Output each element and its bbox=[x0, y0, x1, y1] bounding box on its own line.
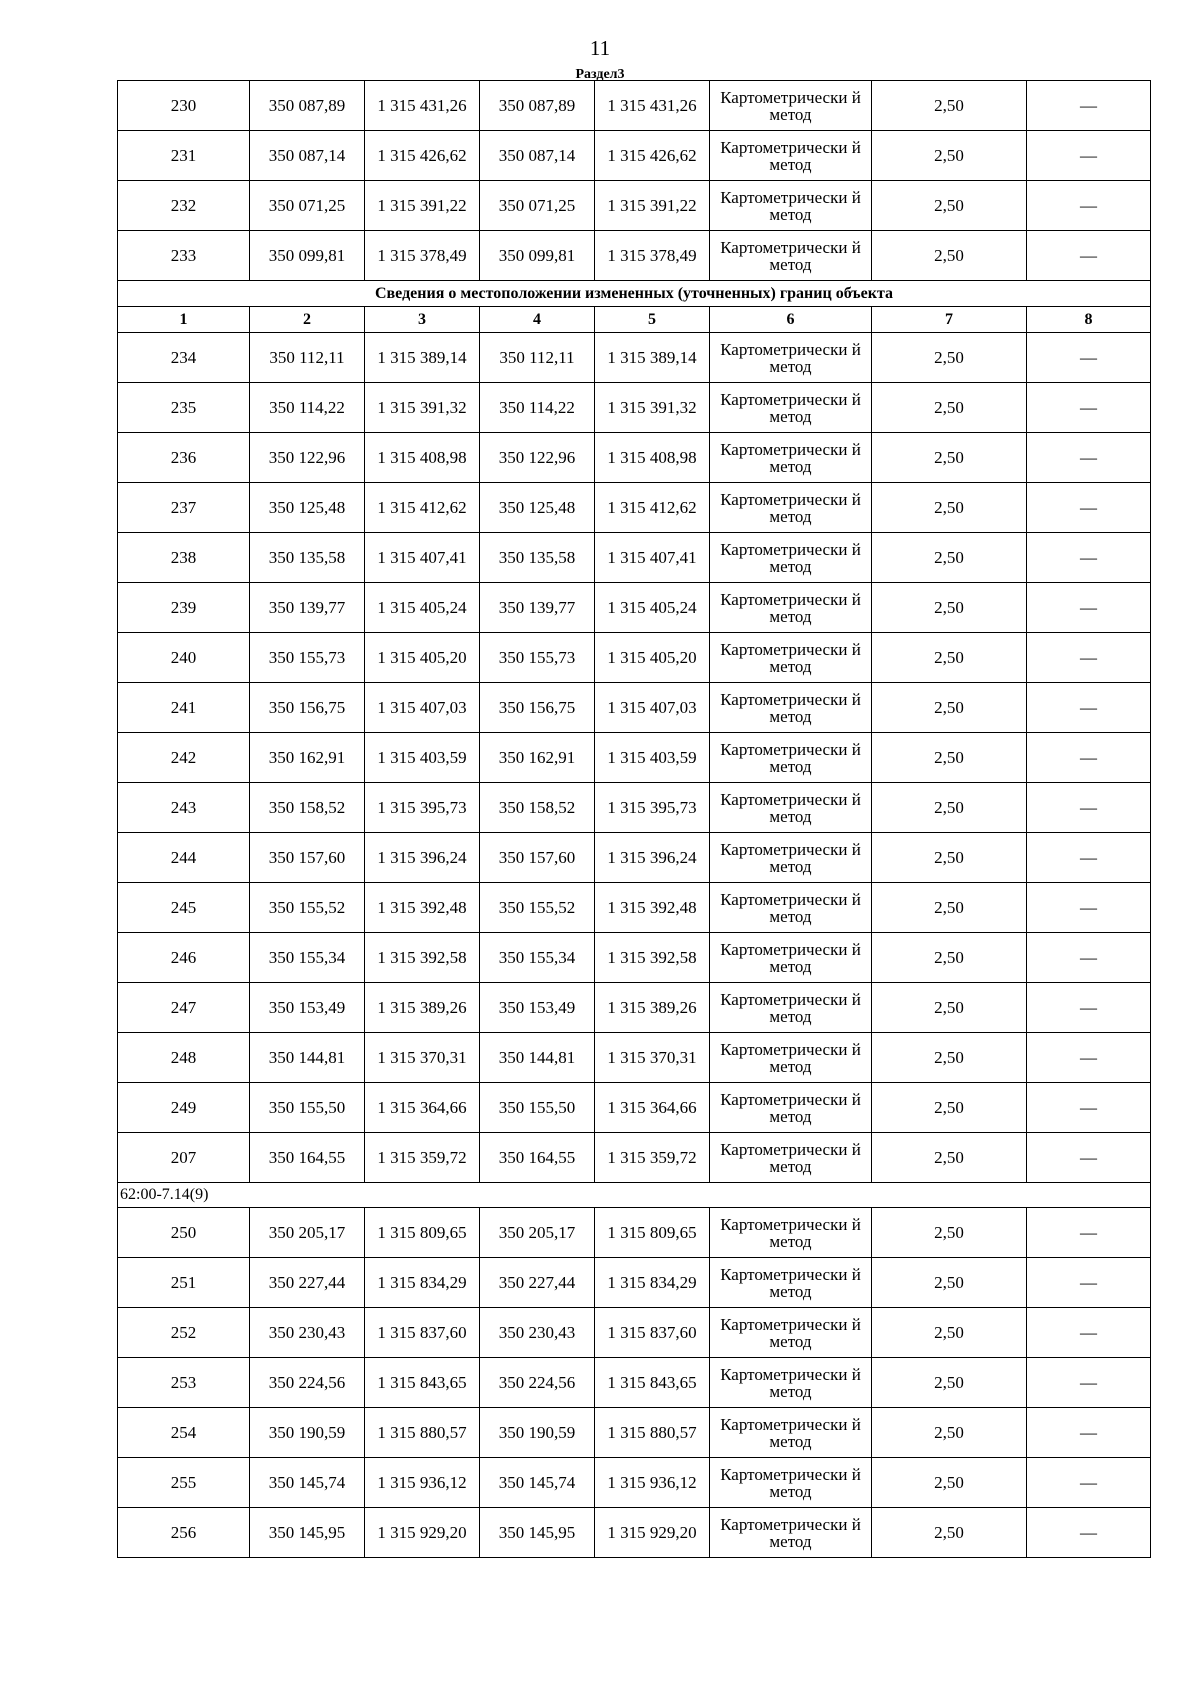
table-row bbox=[118, 633, 1151, 683]
table-row bbox=[118, 583, 1151, 633]
y-existing-cell: 1 315 407,03 bbox=[365, 683, 480, 733]
y-new-cell: 1 315 408,98 bbox=[595, 433, 710, 483]
table-row bbox=[118, 1308, 1151, 1358]
method-cell: Картометрически й метод bbox=[710, 633, 872, 683]
y-existing-cell: 1 315 843,65 bbox=[365, 1358, 480, 1408]
x-new-cell: 350 156,75 bbox=[480, 683, 595, 733]
y-new-cell: 1 315 405,24 bbox=[595, 583, 710, 633]
method-cell: Картометрически й метод bbox=[710, 883, 872, 933]
accuracy-cell: 2,50 bbox=[872, 1083, 1027, 1133]
note-cell: — bbox=[1027, 683, 1151, 733]
x-new-cell: 350 125,48 bbox=[480, 483, 595, 533]
y-new-cell: 1 315 391,32 bbox=[595, 383, 710, 433]
note-cell: — bbox=[1027, 983, 1151, 1033]
y-new-cell: 1 315 396,24 bbox=[595, 833, 710, 883]
x-existing-cell: 350 071,25 bbox=[250, 181, 365, 231]
y-existing-cell: 1 315 389,14 bbox=[365, 333, 480, 383]
point-number-cell: 246 bbox=[118, 933, 250, 983]
accuracy-cell: 2,50 bbox=[872, 1308, 1027, 1358]
y-new-cell: 1 315 364,66 bbox=[595, 1083, 710, 1133]
y-new-cell: 1 315 405,20 bbox=[595, 633, 710, 683]
table-row bbox=[118, 1033, 1151, 1083]
method-cell: Картометрически й метод bbox=[710, 533, 872, 583]
y-existing-cell: 1 315 929,20 bbox=[365, 1508, 480, 1558]
x-existing-cell: 350 087,14 bbox=[250, 131, 365, 181]
x-existing-cell: 350 230,43 bbox=[250, 1308, 365, 1358]
table-row bbox=[118, 733, 1151, 783]
y-existing-cell: 1 315 391,32 bbox=[365, 383, 480, 433]
y-existing-cell: 1 315 880,57 bbox=[365, 1408, 480, 1458]
method-cell: Картометрически й метод bbox=[710, 1308, 872, 1358]
accuracy-cell: 2,50 bbox=[872, 433, 1027, 483]
parcel-row bbox=[118, 1183, 1151, 1208]
note-cell: — bbox=[1027, 1033, 1151, 1083]
method-cell: Картометрически й метод bbox=[710, 683, 872, 733]
y-new-cell: 1 315 929,20 bbox=[595, 1508, 710, 1558]
y-existing-cell: 1 315 359,72 bbox=[365, 1133, 480, 1183]
x-existing-cell: 350 190,59 bbox=[250, 1408, 365, 1458]
method-cell: Картометрически й метод bbox=[710, 733, 872, 783]
y-new-cell: 1 315 843,65 bbox=[595, 1358, 710, 1408]
x-new-cell: 350 155,73 bbox=[480, 633, 595, 683]
method-cell: Картометрически й метод bbox=[710, 783, 872, 833]
note-cell: — bbox=[1027, 483, 1151, 533]
accuracy-cell: 2,50 bbox=[872, 1258, 1027, 1308]
method-cell: Картометрически й метод bbox=[710, 1083, 872, 1133]
y-existing-cell: 1 315 403,59 bbox=[365, 733, 480, 783]
method-cell: Картометрически й метод bbox=[710, 833, 872, 883]
method-cell: Картометрически й метод bbox=[710, 81, 872, 131]
x-existing-cell: 350 155,50 bbox=[250, 1083, 365, 1133]
x-new-cell: 350 144,81 bbox=[480, 1033, 595, 1083]
table-row bbox=[118, 1408, 1151, 1458]
column-number-cell: 7 bbox=[872, 307, 1027, 333]
table-row bbox=[118, 333, 1151, 383]
point-number-cell: 239 bbox=[118, 583, 250, 633]
table-row bbox=[118, 883, 1151, 933]
point-number-cell: 253 bbox=[118, 1358, 250, 1408]
method-cell: Картометрически й метод bbox=[710, 433, 872, 483]
column-number-cell: 5 bbox=[595, 307, 710, 333]
accuracy-cell: 2,50 bbox=[872, 1358, 1027, 1408]
point-number-cell: 234 bbox=[118, 333, 250, 383]
x-new-cell: 350 114,22 bbox=[480, 383, 595, 433]
point-number-cell: 255 bbox=[118, 1458, 250, 1508]
y-existing-cell: 1 315 809,65 bbox=[365, 1208, 480, 1258]
note-cell: — bbox=[1027, 433, 1151, 483]
y-existing-cell: 1 315 378,49 bbox=[365, 231, 480, 281]
x-new-cell: 350 155,34 bbox=[480, 933, 595, 983]
y-new-cell: 1 315 395,73 bbox=[595, 783, 710, 833]
y-new-cell: 1 315 431,26 bbox=[595, 81, 710, 131]
x-new-cell: 350 205,17 bbox=[480, 1208, 595, 1258]
y-existing-cell: 1 315 392,58 bbox=[365, 933, 480, 983]
accuracy-cell: 2,50 bbox=[872, 231, 1027, 281]
x-new-cell: 350 071,25 bbox=[480, 181, 595, 231]
method-cell: Картометрически й метод bbox=[710, 1208, 872, 1258]
x-existing-cell: 350 145,95 bbox=[250, 1508, 365, 1558]
y-existing-cell: 1 315 405,20 bbox=[365, 633, 480, 683]
point-number-cell: 254 bbox=[118, 1408, 250, 1458]
x-new-cell: 350 122,96 bbox=[480, 433, 595, 483]
accuracy-cell: 2,50 bbox=[872, 1033, 1027, 1083]
x-existing-cell: 350 125,48 bbox=[250, 483, 365, 533]
section-title: Раздел3 bbox=[575, 67, 625, 82]
x-new-cell: 350 224,56 bbox=[480, 1358, 595, 1408]
note-cell: — bbox=[1027, 1133, 1151, 1183]
accuracy-cell: 2,50 bbox=[872, 533, 1027, 583]
accuracy-cell: 2,50 bbox=[872, 783, 1027, 833]
y-new-cell: 1 315 412,62 bbox=[595, 483, 710, 533]
x-existing-cell: 350 205,17 bbox=[250, 1208, 365, 1258]
x-existing-cell: 350 153,49 bbox=[250, 983, 365, 1033]
point-number-cell: 243 bbox=[118, 783, 250, 833]
y-new-cell: 1 315 936,12 bbox=[595, 1458, 710, 1508]
y-new-cell: 1 315 407,41 bbox=[595, 533, 710, 583]
x-existing-cell: 350 224,56 bbox=[250, 1358, 365, 1408]
point-number-cell: 235 bbox=[118, 383, 250, 433]
x-new-cell: 350 190,59 bbox=[480, 1408, 595, 1458]
x-existing-cell: 350 227,44 bbox=[250, 1258, 365, 1308]
table-row bbox=[118, 1208, 1151, 1258]
y-new-cell: 1 315 426,62 bbox=[595, 131, 710, 181]
table-row bbox=[118, 783, 1151, 833]
point-number-cell: 248 bbox=[118, 1033, 250, 1083]
accuracy-cell: 2,50 bbox=[872, 933, 1027, 983]
column-number-cell: 6 bbox=[710, 307, 872, 333]
column-number-cell: 1 bbox=[118, 307, 250, 333]
table-row bbox=[118, 383, 1151, 433]
table-row bbox=[118, 533, 1151, 583]
y-new-cell: 1 315 370,31 bbox=[595, 1033, 710, 1083]
x-existing-cell: 350 087,89 bbox=[250, 81, 365, 131]
x-new-cell: 350 087,14 bbox=[480, 131, 595, 181]
note-cell: — bbox=[1027, 333, 1151, 383]
y-existing-cell: 1 315 389,26 bbox=[365, 983, 480, 1033]
x-existing-cell: 350 122,96 bbox=[250, 433, 365, 483]
point-number-cell: 207 bbox=[118, 1133, 250, 1183]
y-existing-cell: 1 315 837,60 bbox=[365, 1308, 480, 1358]
note-cell: — bbox=[1027, 583, 1151, 633]
accuracy-cell: 2,50 bbox=[872, 1508, 1027, 1558]
x-new-cell: 350 164,55 bbox=[480, 1133, 595, 1183]
column-number-cell: 3 bbox=[365, 307, 480, 333]
table-row bbox=[118, 433, 1151, 483]
y-new-cell: 1 315 389,14 bbox=[595, 333, 710, 383]
table-body bbox=[118, 81, 1151, 1558]
note-cell: — bbox=[1027, 783, 1151, 833]
accuracy-cell: 2,50 bbox=[872, 1208, 1027, 1258]
table-subtitle: Сведения о местоположении измененных (уточненных) границ объекта bbox=[118, 281, 1151, 307]
note-cell: — bbox=[1027, 1083, 1151, 1133]
method-cell: Картометрически й метод bbox=[710, 1408, 872, 1458]
x-existing-cell: 350 155,73 bbox=[250, 633, 365, 683]
accuracy-cell: 2,50 bbox=[872, 1458, 1027, 1508]
x-new-cell: 350 230,43 bbox=[480, 1308, 595, 1358]
y-existing-cell: 1 315 412,62 bbox=[365, 483, 480, 533]
note-cell: — bbox=[1027, 533, 1151, 583]
table-row bbox=[118, 1133, 1151, 1183]
table-row bbox=[118, 131, 1151, 181]
table-row bbox=[118, 1358, 1151, 1408]
accuracy-cell: 2,50 bbox=[872, 583, 1027, 633]
y-new-cell: 1 315 378,49 bbox=[595, 231, 710, 281]
accuracy-cell: 2,50 bbox=[872, 883, 1027, 933]
x-new-cell: 350 158,52 bbox=[480, 783, 595, 833]
column-number-cell: 2 bbox=[250, 307, 365, 333]
subtitle-row bbox=[118, 281, 1151, 307]
y-existing-cell: 1 315 370,31 bbox=[365, 1033, 480, 1083]
point-number-cell: 237 bbox=[118, 483, 250, 533]
y-new-cell: 1 315 837,60 bbox=[595, 1308, 710, 1358]
y-existing-cell: 1 315 364,66 bbox=[365, 1083, 480, 1133]
note-cell: — bbox=[1027, 1208, 1151, 1258]
point-number-cell: 245 bbox=[118, 883, 250, 933]
x-new-cell: 350 112,11 bbox=[480, 333, 595, 383]
x-existing-cell: 350 155,52 bbox=[250, 883, 365, 933]
table-row bbox=[118, 1508, 1151, 1558]
y-existing-cell: 1 315 405,24 bbox=[365, 583, 480, 633]
table-row bbox=[118, 483, 1151, 533]
y-existing-cell: 1 315 834,29 bbox=[365, 1258, 480, 1308]
point-number-cell: 251 bbox=[118, 1258, 250, 1308]
x-new-cell: 350 145,74 bbox=[480, 1458, 595, 1508]
point-number-cell: 241 bbox=[118, 683, 250, 733]
point-number-cell: 230 bbox=[118, 81, 250, 131]
y-existing-cell: 1 315 395,73 bbox=[365, 783, 480, 833]
x-existing-cell: 350 112,11 bbox=[250, 333, 365, 383]
method-cell: Картометрически й метод bbox=[710, 1033, 872, 1083]
x-existing-cell: 350 155,34 bbox=[250, 933, 365, 983]
method-cell: Картометрически й метод bbox=[710, 1133, 872, 1183]
point-number-cell: 242 bbox=[118, 733, 250, 783]
note-cell: — bbox=[1027, 1258, 1151, 1308]
method-cell: Картометрически й метод bbox=[710, 231, 872, 281]
y-new-cell: 1 315 403,59 bbox=[595, 733, 710, 783]
page-number: 11 bbox=[589, 36, 611, 60]
x-new-cell: 350 153,49 bbox=[480, 983, 595, 1033]
x-new-cell: 350 145,95 bbox=[480, 1508, 595, 1558]
x-existing-cell: 350 114,22 bbox=[250, 383, 365, 433]
note-cell: — bbox=[1027, 383, 1151, 433]
note-cell: — bbox=[1027, 231, 1151, 281]
x-new-cell: 350 099,81 bbox=[480, 231, 595, 281]
y-existing-cell: 1 315 396,24 bbox=[365, 833, 480, 883]
coordinates-table bbox=[117, 80, 1151, 1558]
y-new-cell: 1 315 392,48 bbox=[595, 883, 710, 933]
note-cell: — bbox=[1027, 1508, 1151, 1558]
note-cell: — bbox=[1027, 933, 1151, 983]
x-existing-cell: 350 157,60 bbox=[250, 833, 365, 883]
x-new-cell: 350 139,77 bbox=[480, 583, 595, 633]
y-existing-cell: 1 315 392,48 bbox=[365, 883, 480, 933]
accuracy-cell: 2,50 bbox=[872, 633, 1027, 683]
point-number-cell: 236 bbox=[118, 433, 250, 483]
point-number-cell: 252 bbox=[118, 1308, 250, 1358]
column-number-cell: 4 bbox=[480, 307, 595, 333]
x-new-cell: 350 162,91 bbox=[480, 733, 595, 783]
parcel-label: 62:00-7.14(9) bbox=[118, 1183, 1151, 1208]
accuracy-cell: 2,50 bbox=[872, 1133, 1027, 1183]
note-cell: — bbox=[1027, 1358, 1151, 1408]
method-cell: Картометрически й метод bbox=[710, 1508, 872, 1558]
point-number-cell: 232 bbox=[118, 181, 250, 231]
y-new-cell: 1 315 809,65 bbox=[595, 1208, 710, 1258]
x-new-cell: 350 087,89 bbox=[480, 81, 595, 131]
x-existing-cell: 350 135,58 bbox=[250, 533, 365, 583]
table-row bbox=[118, 833, 1151, 883]
method-cell: Картометрически й метод bbox=[710, 483, 872, 533]
method-cell: Картометрически й метод bbox=[710, 983, 872, 1033]
note-cell: — bbox=[1027, 633, 1151, 683]
table-row bbox=[118, 181, 1151, 231]
accuracy-cell: 2,50 bbox=[872, 81, 1027, 131]
accuracy-cell: 2,50 bbox=[872, 683, 1027, 733]
x-new-cell: 350 135,58 bbox=[480, 533, 595, 583]
accuracy-cell: 2,50 bbox=[872, 1408, 1027, 1458]
accuracy-cell: 2,50 bbox=[872, 733, 1027, 783]
note-cell: — bbox=[1027, 81, 1151, 131]
table-row bbox=[118, 1083, 1151, 1133]
table-row bbox=[118, 81, 1151, 131]
y-existing-cell: 1 315 426,62 bbox=[365, 131, 480, 181]
x-existing-cell: 350 144,81 bbox=[250, 1033, 365, 1083]
note-cell: — bbox=[1027, 1408, 1151, 1458]
note-cell: — bbox=[1027, 833, 1151, 883]
method-cell: Картометрически й метод bbox=[710, 131, 872, 181]
y-new-cell: 1 315 389,26 bbox=[595, 983, 710, 1033]
accuracy-cell: 2,50 bbox=[872, 181, 1027, 231]
point-number-cell: 244 bbox=[118, 833, 250, 883]
point-number-cell: 250 bbox=[118, 1208, 250, 1258]
y-new-cell: 1 315 392,58 bbox=[595, 933, 710, 983]
y-existing-cell: 1 315 391,22 bbox=[365, 181, 480, 231]
method-cell: Картометрически й метод bbox=[710, 1358, 872, 1408]
accuracy-cell: 2,50 bbox=[872, 131, 1027, 181]
point-number-cell: 233 bbox=[118, 231, 250, 281]
accuracy-cell: 2,50 bbox=[872, 983, 1027, 1033]
x-existing-cell: 350 139,77 bbox=[250, 583, 365, 633]
x-existing-cell: 350 164,55 bbox=[250, 1133, 365, 1183]
method-cell: Картометрически й метод bbox=[710, 1258, 872, 1308]
note-cell: — bbox=[1027, 883, 1151, 933]
x-existing-cell: 350 156,75 bbox=[250, 683, 365, 733]
accuracy-cell: 2,50 bbox=[872, 833, 1027, 883]
table-row bbox=[118, 983, 1151, 1033]
point-number-cell: 247 bbox=[118, 983, 250, 1033]
y-existing-cell: 1 315 936,12 bbox=[365, 1458, 480, 1508]
accuracy-cell: 2,50 bbox=[872, 383, 1027, 433]
method-cell: Картометрически й метод bbox=[710, 583, 872, 633]
y-new-cell: 1 315 359,72 bbox=[595, 1133, 710, 1183]
y-existing-cell: 1 315 408,98 bbox=[365, 433, 480, 483]
column-number-cell: 8 bbox=[1027, 307, 1151, 333]
y-new-cell: 1 315 407,03 bbox=[595, 683, 710, 733]
x-existing-cell: 350 099,81 bbox=[250, 231, 365, 281]
point-number-cell: 256 bbox=[118, 1508, 250, 1558]
point-number-cell: 238 bbox=[118, 533, 250, 583]
method-cell: Картометрически й метод bbox=[710, 333, 872, 383]
y-existing-cell: 1 315 407,41 bbox=[365, 533, 480, 583]
method-cell: Картометрически й метод bbox=[710, 1458, 872, 1508]
note-cell: — bbox=[1027, 1308, 1151, 1358]
x-existing-cell: 350 145,74 bbox=[250, 1458, 365, 1508]
table-row bbox=[118, 1458, 1151, 1508]
accuracy-cell: 2,50 bbox=[872, 333, 1027, 383]
table-row bbox=[118, 231, 1151, 281]
note-cell: — bbox=[1027, 181, 1151, 231]
note-cell: — bbox=[1027, 1458, 1151, 1508]
x-new-cell: 350 155,50 bbox=[480, 1083, 595, 1133]
x-new-cell: 350 227,44 bbox=[480, 1258, 595, 1308]
point-number-cell: 249 bbox=[118, 1083, 250, 1133]
accuracy-cell: 2,50 bbox=[872, 483, 1027, 533]
x-existing-cell: 350 158,52 bbox=[250, 783, 365, 833]
note-cell: — bbox=[1027, 131, 1151, 181]
point-number-cell: 240 bbox=[118, 633, 250, 683]
x-new-cell: 350 155,52 bbox=[480, 883, 595, 933]
column-number-row bbox=[118, 307, 1151, 333]
note-cell: — bbox=[1027, 733, 1151, 783]
y-existing-cell: 1 315 431,26 bbox=[365, 81, 480, 131]
y-new-cell: 1 315 834,29 bbox=[595, 1258, 710, 1308]
y-new-cell: 1 315 880,57 bbox=[595, 1408, 710, 1458]
table-row bbox=[118, 933, 1151, 983]
point-number-cell: 231 bbox=[118, 131, 250, 181]
table-row bbox=[118, 1258, 1151, 1308]
method-cell: Картометрически й метод bbox=[710, 933, 872, 983]
method-cell: Картометрически й метод bbox=[710, 181, 872, 231]
x-new-cell: 350 157,60 bbox=[480, 833, 595, 883]
table-row bbox=[118, 683, 1151, 733]
x-existing-cell: 350 162,91 bbox=[250, 733, 365, 783]
y-new-cell: 1 315 391,22 bbox=[595, 181, 710, 231]
method-cell: Картометрически й метод bbox=[710, 383, 872, 433]
